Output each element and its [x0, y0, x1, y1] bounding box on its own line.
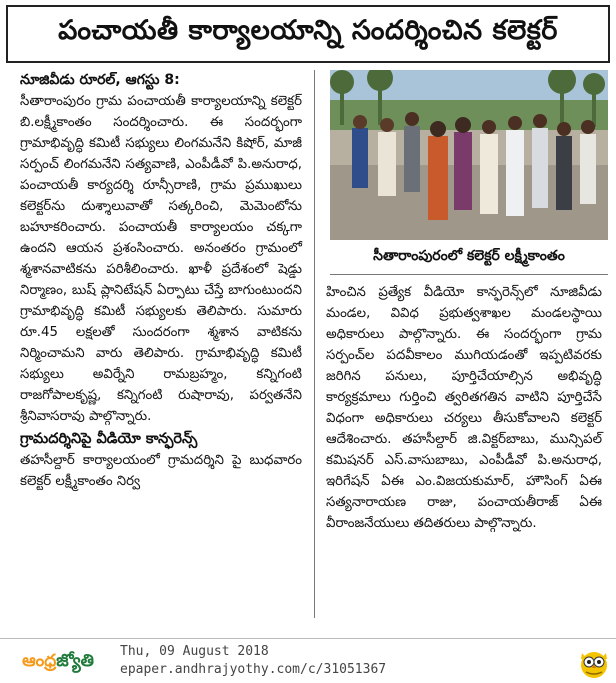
headline: పంచాయతీ కార్యాలయాన్ని సందర్శించిన కలెక్టర్	[6, 5, 610, 63]
column-divider	[314, 70, 315, 618]
owl-icon	[578, 645, 610, 679]
photo-caption: సీతారాంపురంలో కలెక్టర్ లక్ష్మీకాంతం	[373, 248, 565, 264]
footer-bar	[0, 638, 616, 683]
andhrajyothy-logo[interactable]	[4, 647, 112, 679]
caption-divider	[330, 274, 608, 275]
article-paragraph: హించిన ప్రత్యేక వీడియో కాన్ఫరెన్స్‌లో నూజివీడు మండల, వివిధ ప్రభుత్వశాఖల మండలస్థాయి అధికారులు పాల్గొన్నారు. ఈ సందర్భంగా గ్రామ సర్పంచ్‌ల పదవీకాలం ముగియడంతో ఇప్పటివరకు జరిగిన పనులు, పూర్తిచేయాల్సిన అభివృద్ధి కార్యక్రమాలు గుర్తించి త్వరితగతిన వాటిని పూర్తిచేసే విధంగా అధికారులు చర్యలు తీసుకోవాలని కలెక్టర్ ఆదేశించారు. తహసీల్దార్ జి.విక్టర్‌బాబు, మున్సిపల్ కమిషనర్ ఎస్.వాసుబాబు, ఎంపీడీవో పి.అనురాధ, ఇరిగేషన్ ఏఈ ఎం.విజయకుమార్, హౌసింగ్ ఏఈ సత్యనారాయణ రాజు, పంచాయతీరాజ్ ఏఈ వీరాంజనేయులు తదితరులు పాల్గొన్నారు.	[326, 285, 602, 531]
dateline: నూజివీడు రూరల్, ఆగస్టు 8:	[20, 72, 180, 88]
article-right-column	[326, 282, 602, 534]
subheading: గ్రామదర్శినిపై వీడియో కాన్ఫరెన్స్	[20, 431, 198, 447]
edition-date: Thu, 09 August 2018	[120, 644, 269, 659]
logo-text: జ్యోతి	[56, 651, 94, 671]
article-paragraph: సీతారాంపురం గ్రామ పంచాయతీ కార్యాలయాన్ని కలెక్టర్ బి.లక్ష్మీకాంతం సందర్శించారు. ఈ సందర్భంగా గ్రామాభివృద్ధి కమిటీ సభ్యులు లింగమనేని కిషోర్, మాజీ సర్పంచ్ లింగమనేని సత్యవాణి, ఎంపీడీవో పి.అనురాధ, పంచాయతీ కార్యదర్శి రూన్సీరాణి, గ్రామ ప్రముఖులు కలెక్టర్‌ను దుశ్శాలువాతో సత్కరించి, మెమెంటోను బహూకరించారు. పంచాయతీ కార్యాలయం చక్కగా ఉందని ఆయన ప్రశంసించారు. అనంతరం గ్రామంలో శ్మశానవాటికను పరిశీలించారు. ఖాళీ ప్రదేశంలో షెడ్డు నిర్మాణం, బుష్ ప్లానిటేషన్ ఏర్పాటు చేస్తే బాగుంటుందని గ్రామాభివృద్ధి కమిటీ సభ్యులకు తెలిపారు. సుమారు రూ.45 లక్షలతో సుందరంగా శ్మశాన వాటికను నిర్మించామని వారు తెలిపారు. గ్రామాభివృద్ధి కమిటీ సభ్యులు అవిర్నేని రామబ్రహ్మం, కన్నిగంటి రాజగోపాలకృష్ణ, కన్నిగంటి రుషారావు, పర్వతనేని శ్రీనివాసరావు పాల్గొన్నారు.	[20, 94, 302, 424]
logo-text: ఆంధ్ర	[22, 651, 57, 671]
article-paragraph: తహసీల్దార్ కార్యాలయంలో గ్రామదర్శిని పై బుధవారం కలెక్టర్ లక్ష్మీకాంతం నిర్వ	[20, 453, 302, 489]
edition-meta	[120, 643, 386, 679]
article-left-column	[20, 70, 302, 492]
news-photo	[330, 70, 608, 240]
edition-url[interactable]: epaper.andhrajyothy.com/c/31051367	[120, 662, 387, 677]
photo-illustration	[330, 70, 608, 240]
